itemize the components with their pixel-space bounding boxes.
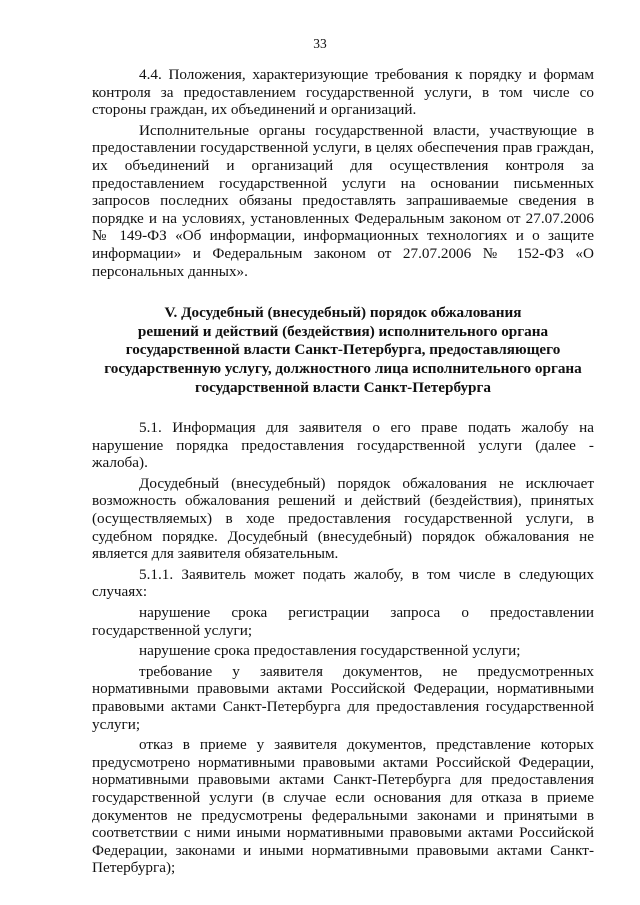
list-item-case: требование у заявителя документов, не предусмотренных нормативными правовыми актами Российской Федерации, нормативными правовыми актами Санкт-Петербурга для предоставления государственной услуги;	[92, 662, 594, 733]
paragraph-executive-bodies: Исполнительные органы государственной власти, участвующие в предоставлении государственной услуги, в целях обеспечения прав граждан, их объединений и организаций для осуществления контроля за предоставлением государственной услуги на основании письменных запросов последних обязаны предоставлять запрашиваемые сведения в порядке и на условиях, установленных Федеральным законом от 27.07.2006 № 149-ФЗ «Об информации, информационных технологиях и о защите информации» и Федеральным законом от 27.07.2006 № 152-ФЗ «О персональных данных».	[92, 121, 594, 280]
paragraph-pretrial: Досудебный (внесудебный) порядок обжалования не исключает возможность обжалования решений и действий (бездействия), принятых (осуществляемых) в ходе предоставления государственной услуги, в судебном порядке. Досудебный (внесудебный) порядок обжалования не является для заявителя обязательным.	[92, 474, 594, 563]
paragraph-5-1-1: 5.1.1. Заявитель может подать жалобу, в том числе в следующих случаях:	[92, 565, 594, 601]
heading-line: государственной власти Санкт-Петербурга, предоставляющего	[125, 341, 561, 359]
heading-line: решений и действий (бездействия) исполнительного органа	[137, 322, 549, 340]
list-item-case: отказ в приеме у заявителя документов, представление которых предусмотрено нормативными правовыми актами Российской Федерации, нормативными правовыми актами Санкт-Петербурга для предоставления государственной услуги (в случае если основания для отказа в приеме документов не предусмотрены федеральными законами и принятыми в соответствии с ними иными нормативными правовыми актами Российской Федерации, законами и иными нормативными правовыми актами Санкт-Петербурга);	[92, 736, 594, 877]
heading-line: V. Досудебный (внесудебный) порядок обжалования	[164, 304, 522, 322]
heading-line: государственную услугу, должностного лица исполнительного органа	[104, 359, 582, 377]
list-item-case: нарушение срока предоставления государственной услуги;	[139, 642, 521, 660]
section-5-heading	[92, 304, 594, 397]
heading-line: государственной власти Санкт-Петербурга	[195, 378, 491, 396]
page-number: 33	[313, 36, 327, 51]
list-item-case: нарушение срока регистрации запроса о предоставлении государственной услуги;	[92, 604, 594, 639]
paragraph-5-1: 5.1. Информация для заявителя о его праве подать жалобу на нарушение порядка предоставления государственной услуги (далее - жалоба).	[92, 419, 594, 472]
paragraph-4-4: 4.4. Положения, характеризующие требования к порядку и формам контроля за предоставлением государственной услуги, в том числе со стороны граждан, их объединений и организаций.	[92, 66, 594, 119]
page-content	[92, 66, 594, 877]
